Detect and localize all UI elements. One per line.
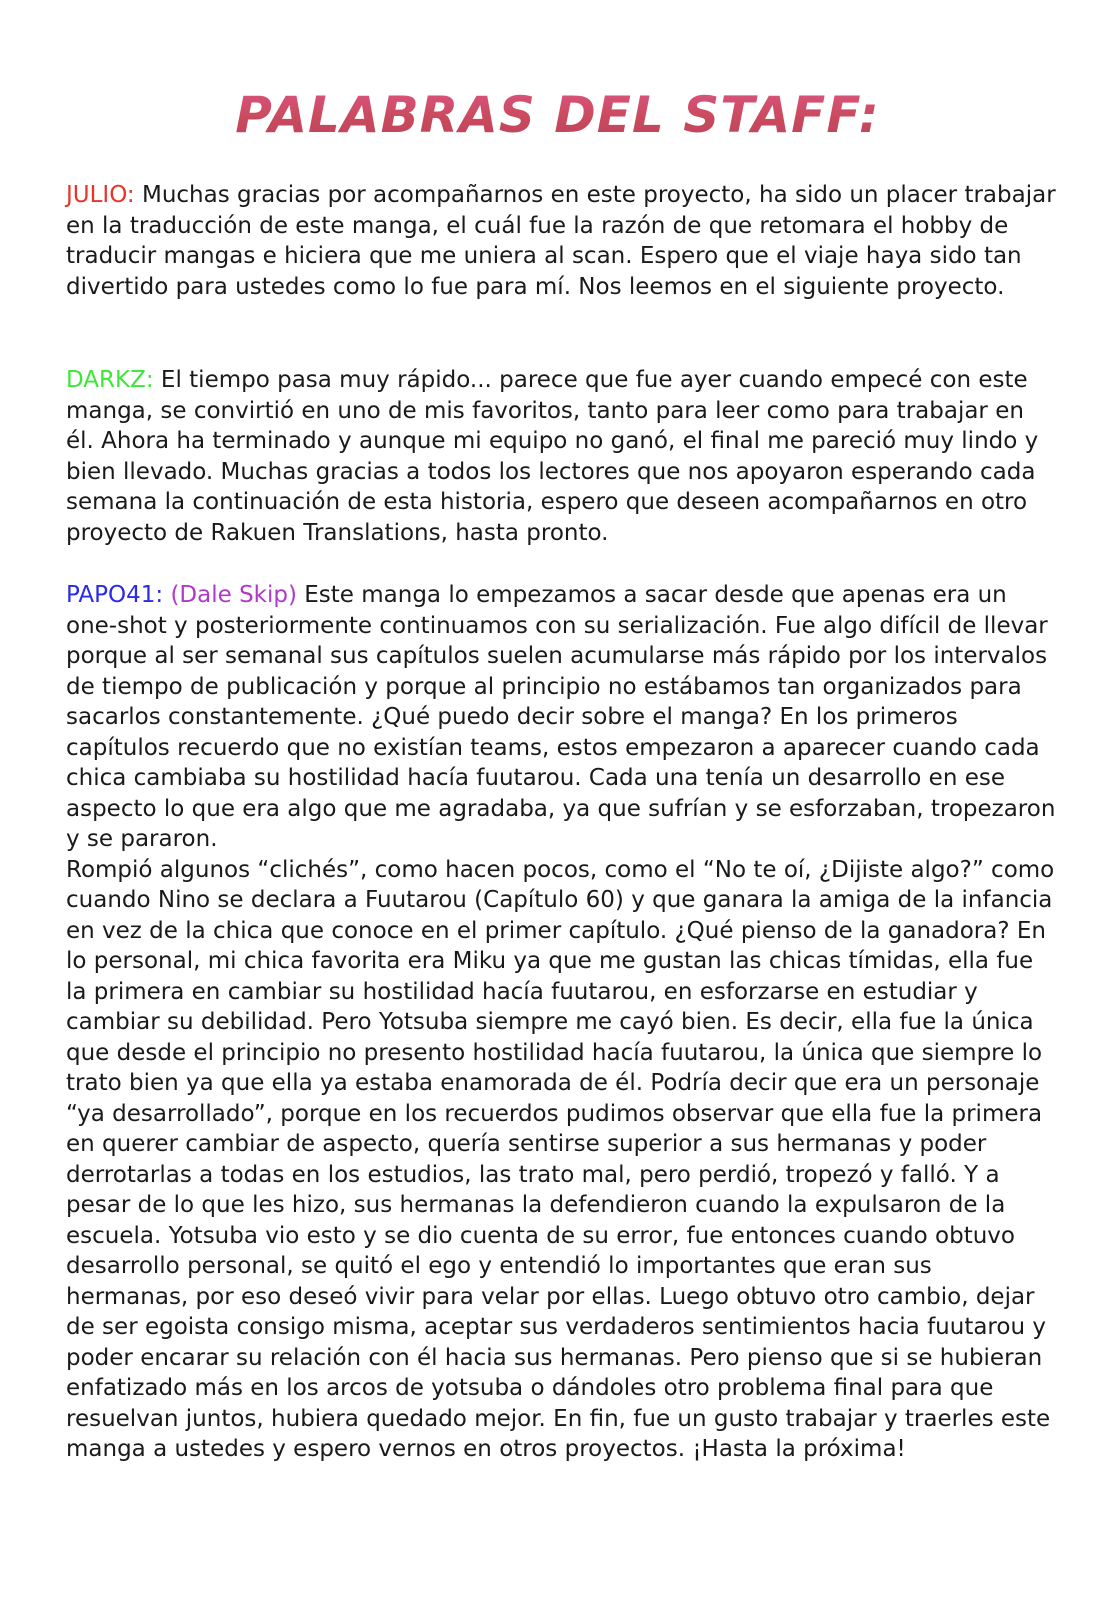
staff-note-julio [66, 180, 1056, 302]
staff-name-papo41: PAPO41: [66, 582, 164, 608]
staff-note-dale-skip: (Dale Skip) [170, 582, 297, 608]
staff-note-papo41 [66, 580, 1056, 1465]
staff-note-darkz [66, 365, 1056, 548]
staff-text-papo41: Este manga lo empezamos a sacar desde que apenas era un one-shot y posteriormente continuamos con su serialización. Fue algo difícil de llevar porque al ser semanal sus capítulos suelen acumularse más rápido por los intervalos de tiempo de publicación y porque al principio no estábamos tan organizados para sacarlos constantemente. ¿Qué puedo decir sobre el manga? En los primeros capítulos recuerdo que no existían teams, estos empezaron a aparecer cuando cada chica cambiaba su hostilidad hacía fuutarou. Cada una tenía un desarrollo en ese aspecto lo que era algo que me agradaba, ya que sufrían y se esforzaban, tropezaron y se pararon. [66, 582, 1056, 852]
staff-text-papo41-continued: Rompió algunos “clichés”, como hacen pocos, como el “No te oí, ¿Dijiste algo?” como cuando Nino se declara a Fuutarou (Capítulo 60) y que ganara la amiga de la infancia en vez de la chica que conoce en el primer capítulo. ¿Qué pienso de la ganadora? En lo personal, mi chica favorita era Miku ya que me gustan las chicas tímidas, ella fue la primera en cambiar su hostilidad hacía fuutarou, en esforzarse en estudiar y cambiar su debilidad. Pero Yotsuba siempre me cayó bien. Es decir, ella fue la única que desde el principio no presento hostilidad hacía fuutarou, la única que siempre lo trato bien ya que ella ya estaba enamorada de él. Podría decir que era un personaje “ya desarrollado”, porque en los recuerdos pudimos observar que ella fue la primera en querer cambiar de aspecto, quería sentirse superior a sus hermanas y poder derrotarlas a todas en los estudios, las trato mal, pero perdió, tropezó y falló. Y a pesar de lo que les hizo, sus hermanas la defendieron cuando la expulsaron de la escuela. Yotsuba vio esto y se dio cuenta de su error, fue entonces cuando obtuvo desarrollo personal, se quitó el ego y entendió lo importantes que eran sus hermanas, por eso deseó vivir para velar por ellas. Luego obtuvo otro cambio, dejar de ser egoista consigo misma, aceptar sus verdaderos sentimientos hacia fuutarou y poder encarar su relación con él hacia sus hermanas. Pero pienso que si se hubieran enfatizado más en los arcos de yotsuba o dándoles otro problema final para que resuelvan juntos, hubiera quedado mejor. En fin, fue un gusto trabajar y traerles este manga a ustedes y espero vernos en otros proyectos. ¡Hasta la próxima! [66, 856, 1055, 1462]
staff-name-darkz: DARKZ: [66, 367, 154, 393]
staff-text-darkz: El tiempo pasa muy rápido... parece que fue ayer cuando empecé con este manga, se convirtió en uno de mis favoritos, tanto para leer como para trabajar en él. Ahora ha terminado y aunque mi equipo no ganó, el final me pareció muy lindo y bien llevado. Muchas gracias a todos los lectores que nos apoyaron esperando cada semana la continuación de esta historia, espero que deseen acompañarnos en otro proyecto de Rakuen Translations, hasta pronto. [66, 367, 1039, 546]
staff-name-julio: JULIO: [66, 182, 135, 208]
staff-text-julio: Muchas gracias por acompañarnos en este proyecto, ha sido un placer trabajar en la traducción de este manga, el cuál fue la razón de que retomara el hobby de traducir mangas e hiciera que me uniera al scan. Espero que el viaje haya sido tan divertido para ustedes como lo fue para mí. Nos leemos en el siguiente proyecto. [66, 182, 1056, 300]
page-title: PALABRAS DEL STAFF: [0, 80, 1115, 150]
